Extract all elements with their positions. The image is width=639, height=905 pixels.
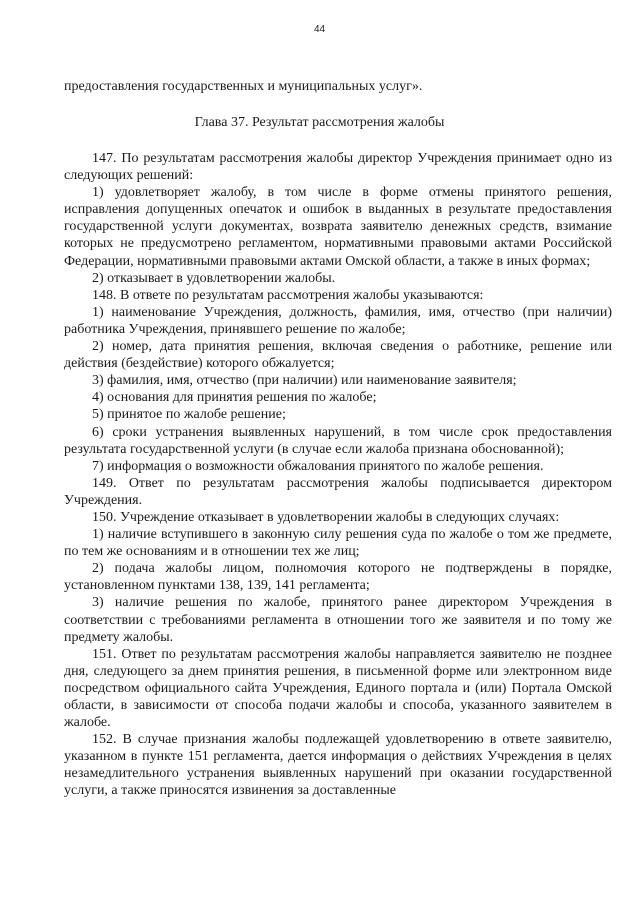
paragraph-147: 147. По результатам рассмотрения жалобы директор Учреждения принимает одно из следующих решений: xyxy=(64,151,612,184)
page-number: 44 xyxy=(313,24,326,35)
document-body xyxy=(64,150,612,800)
paragraph-147-item-2: 2) отказывает в удовлетворении жалобы. xyxy=(92,270,336,286)
paragraph-148-item-7: 7) информация о возможности обжалования принятого по жалобе решения. xyxy=(92,458,544,474)
paragraph-148: 148. В ответе по результатам рассмотрения жалобы указываются: xyxy=(92,287,484,303)
paragraph-152: 152. В случае признания жалобы подлежащей удовлетворению в ответе заявителю, указанном в пункте 151 регламента, дается информация о действиях Учреждения в целях незамедлительного устранения выявленных нарушений при оказании государственной услуги, а также приносятся извинения за доставленные xyxy=(64,732,612,799)
paragraph-148-item-2: 2) номер, дата принятия решения, включая сведения о работнике, решение или действия (бездействие) которого обжалуется; xyxy=(64,339,612,372)
paragraph-151: 151. Ответ по результатам рассмотрения жалобы направляется заявителю не позднее дня, следующего за днем принятия решения, в письменной форме или электронном виде посредством официального сайта Учреждения, Единого портала и (или) Портала Омской области, в зависимости от способа подачи жалобы и способа, указанного заявителем в жалобе. xyxy=(64,646,612,731)
paragraph-148-item-1: 1) наименование Учреждения, должность, фамилия, имя, отчество (при наличии) работника Учреждения, принявшего решение по жалобе; xyxy=(64,304,612,337)
paragraph-148-item-4: 4) основания для принятия решения по жалобе; xyxy=(92,390,377,406)
continuation-line: предоставления государственных и муниципальных услуг». xyxy=(64,79,423,94)
paragraph-150-item-3: 3) наличие решения по жалобе, принятого ранее директором Учреждения в соответствии с требованиями регламента в отношении того же заявителя и по тому же предмету жалобы. xyxy=(64,595,612,645)
paragraph-150-item-1: 1) наличие вступившего в законную силу решения суда по жалобе о том же предмете, по тем же основаниям и в отношении тех же лиц; xyxy=(64,527,612,560)
paragraph-150: 150. Учреждение отказывает в удовлетворении жалобы в следующих случаях: xyxy=(92,509,560,525)
chapter-title: Глава 37. Результат рассмотрения жалобы xyxy=(194,115,445,130)
paragraph-150-item-2: 2) подача жалобы лицом, полномочия которого не подтверждены в порядке, установленном пунктами 138, 139, 141 регламента; xyxy=(64,561,612,594)
paragraph-147-item-1: 1) удовлетворяет жалобу, в том числе в форме отмены принятого решения, исправления допущенных опечаток и ошибок в выданных в результате предоставления государственной услуги документах, возврата заявителю денежных средств, взимание которых не предусмотрено регламентом, нормативными правовыми актами Российской Федерации, нормативными правовыми актами Омской области, а также в иных формах; xyxy=(64,185,612,269)
paragraph-148-item-3: 3) фамилия, имя, отчество (при наличии) или наименование заявителя; xyxy=(92,373,517,389)
paragraph-148-item-6: 6) сроки устранения выявленных нарушений, в том числе срок предоставления результата государственной услуги (в случае если жалоба признана обоснованной); xyxy=(64,424,612,457)
paragraph-149: 149. Ответ по результатам рассмотрения жалобы подписывается директором Учреждения. xyxy=(64,475,612,508)
paragraph-148-item-5: 5) принятое по жалобе решение; xyxy=(92,407,286,423)
